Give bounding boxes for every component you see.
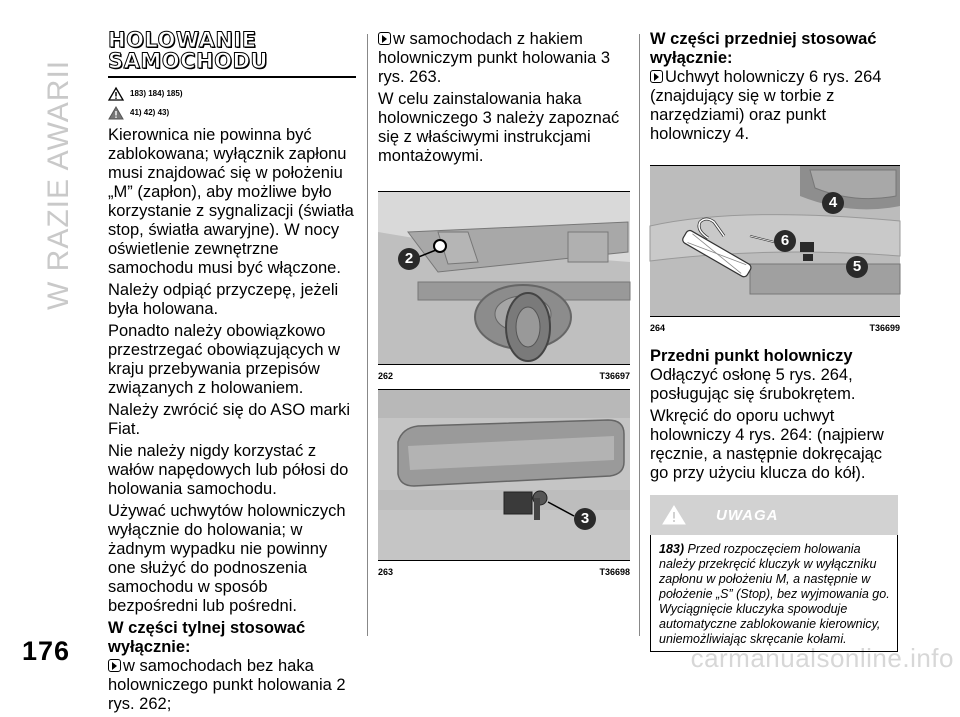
column-2 (378, 30, 630, 575)
warning-box-body: 183) Przed rozpoczęciem holowania należy przekręcić kluczyk w wyłączniku zapłonu w położeniu M, a następnie w położenie „S” (Stop), bez wyjmowania go. Wyciągnięcie kluczyka spowoduje automatyczne zablokowanie kierownicy, uniemożliwiając skręcanie kołami. (650, 535, 898, 652)
figure-262 (378, 191, 630, 365)
bullet-arrow-icon (108, 659, 121, 672)
paragraph: Używać uchwytów holowniczych wyłącznie do holowania; w żadnym wypadku nie powinny one służyć do podnoszenia samochodu w sposób bezpośredni lub pośredni. (108, 502, 346, 615)
page-number: 176 (22, 636, 71, 666)
column-3 (650, 30, 900, 652)
paragraph: W celu zainstalowania haka holowniczego 3 należy zapoznać się z właściwymi instrukcjami montażowymi. (378, 90, 620, 165)
bullet-item: Uchwyt holowniczy 6 rys. 264 (znajdujący się w torbie z narzędziami) oraz punkt holowniczy 4. (650, 68, 882, 143)
column-divider (639, 34, 640, 636)
callout-4: 4 (822, 192, 844, 214)
callout-5: 5 (846, 256, 868, 278)
paragraph: Ponadto należy obowiązkowo przestrzegać obowiązujących w kraju przebywania przepisów związanych z holowaniem. (108, 322, 341, 397)
warning-triangle-icon (108, 87, 124, 101)
heading-rule (108, 76, 356, 78)
bullet-arrow-icon (650, 70, 663, 83)
paragraph: Odłączyć osłonę 5 rys. 264, posługując się śrubokrętem. (650, 366, 856, 403)
figure-264 (650, 165, 900, 317)
subheading: W części przedniej stosować wyłącznie: (650, 30, 877, 67)
footer-watermark: carmanualsonline.info (690, 643, 954, 673)
paragraph: Wkręcić do oporu uchwyt holowniczy 4 rys. 264: (najpierw ręcznie, a następnie dokręcając go przy użyciu klucza do kół). (650, 407, 884, 482)
bullet-item: w samochodach z hakiem holowniczym punkt holowania 3 rys. 263. (378, 30, 611, 86)
bullet-item: w samochodach bez haka holowniczego punkt holowania 2 rys. 262; (108, 657, 346, 713)
column-divider (367, 34, 368, 636)
paragraph: Należy zwrócić się do ASO marki Fiat. (108, 401, 351, 438)
caution-triangle-icon (108, 106, 124, 120)
bullet-arrow-icon (378, 32, 391, 45)
callout-3: 3 (574, 508, 596, 530)
warning-triangle-icon (662, 505, 686, 525)
callout-6: 6 (774, 230, 796, 252)
figure-caption: 262 T36697 (378, 371, 630, 381)
paragraph: Należy odpiąć przyczepę, jeżeli była holowana. (108, 281, 339, 318)
column-1 (108, 30, 358, 717)
figure-caption: 264 T36699 (650, 323, 900, 333)
rear-bumper-hitch-illustration (378, 390, 630, 560)
rear-underbody-illustration (378, 192, 630, 364)
section-heading: HOLOWANIE SAMOCHODU (108, 28, 268, 73)
warning-refs: 183) 184) 185) (108, 84, 358, 103)
warning-box (650, 495, 898, 652)
figure-caption: 263 T36698 (378, 567, 630, 577)
warning-box-header: UWAGA (650, 495, 898, 535)
paragraph: Kierownica nie powinna być zablokowana; wyłącznik zapłonu musi znajdować się w położeniu „M” (zapłon), aby możliwe było korzystanie z sygnalizacji (światła stop, światła awaryjne). W nocy oświetlenie zewnętrzne samochodu musi być włączone. (108, 126, 354, 277)
callout-2: 2 (398, 248, 420, 270)
caution-refs: 41) 42) 43) (108, 103, 358, 122)
paragraph: Nie należy nigdy korzystać z wałów napędowych lub półosi do holowania samochodu. (108, 442, 349, 498)
chapter-side-title: W RAZIE AWARII (42, 59, 75, 310)
subheading: W części tylnej stosować wyłącznie: (108, 619, 306, 656)
subheading: Przedni punkt holowniczy (650, 347, 853, 365)
figure-263 (378, 389, 630, 561)
